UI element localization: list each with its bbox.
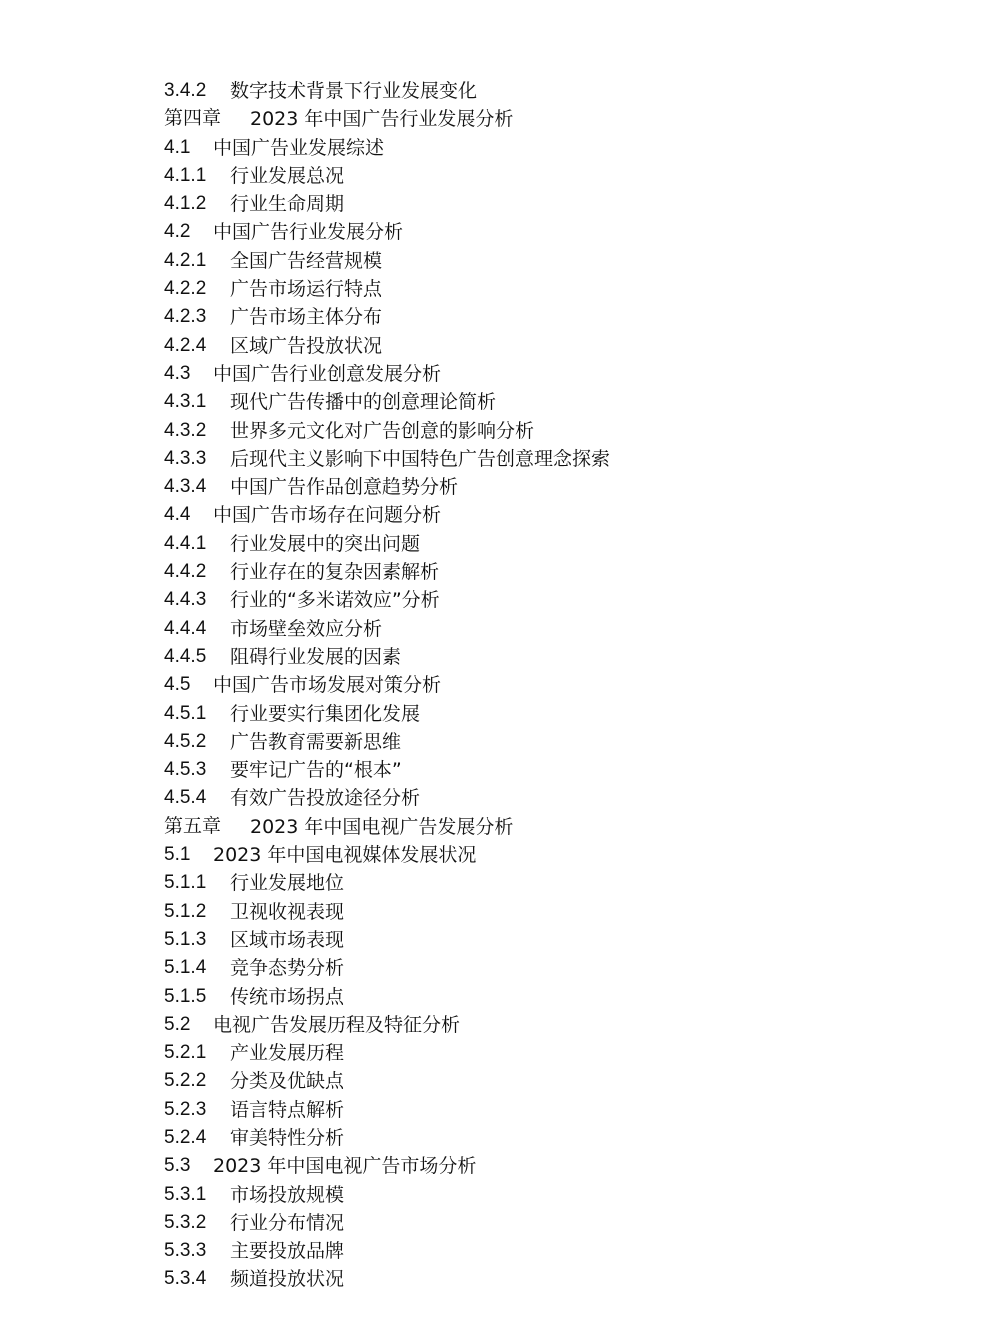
toc-entry bbox=[164, 671, 944, 699]
toc-entry-title: 产业发展历程 bbox=[230, 1042, 345, 1065]
toc-entry bbox=[164, 784, 944, 812]
toc-entry-title: 数字技术背景下行业发展变化 bbox=[230, 80, 478, 102]
toc-entry-title: 中国广告行业创意发展分析 bbox=[213, 362, 442, 385]
toc-entry-number: 5.1.1 bbox=[164, 872, 207, 894]
toc-entry bbox=[164, 586, 944, 614]
toc-entry-number: 4.5 bbox=[164, 674, 191, 696]
toc-entry-title: 行业生命周期 bbox=[230, 193, 345, 216]
toc-entry bbox=[164, 473, 944, 501]
toc-entry-title: 2023 年中国电视广告发展分析 bbox=[250, 815, 514, 838]
toc-entry-title: 市场投放规模 bbox=[230, 1183, 345, 1206]
toc-entry bbox=[164, 869, 944, 897]
toc-entry-title: 行业存在的复杂因素解析 bbox=[230, 561, 440, 584]
toc-entry-title: 区域广告投放状况 bbox=[230, 334, 383, 357]
toc-entry bbox=[164, 388, 944, 416]
toc-entry-number: 4.4.4 bbox=[164, 617, 207, 639]
toc-entry-number: 5.1.5 bbox=[164, 985, 207, 1007]
toc-entry-title: 行业分布情况 bbox=[230, 1211, 345, 1234]
toc-entry bbox=[164, 756, 944, 784]
toc-entry-number: 第五章 bbox=[164, 815, 222, 837]
toc-entry-title: 广告教育需要新思维 bbox=[230, 730, 402, 753]
toc-entry-title: 审美特性分析 bbox=[230, 1126, 345, 1149]
toc-entry-number: 4.4 bbox=[164, 504, 191, 526]
toc-entry bbox=[164, 360, 944, 388]
toc-entry-number: 4.4.3 bbox=[164, 589, 207, 611]
toc-entry-number: 5.1.2 bbox=[164, 900, 207, 922]
toc-entry-title: 频道投放状况 bbox=[230, 1268, 345, 1291]
toc-entry-number: 4.3 bbox=[164, 362, 191, 384]
toc-entry-number: 5.3.3 bbox=[164, 1240, 207, 1262]
toc-chapter-entry bbox=[164, 813, 944, 841]
toc-entry-number: 5.3 bbox=[164, 1155, 191, 1177]
toc-entry-number: 4.1 bbox=[164, 136, 191, 158]
toc-entry bbox=[164, 1152, 944, 1180]
toc-entry-title: 广告市场主体分布 bbox=[230, 306, 383, 329]
toc-entry-number: 5.2.2 bbox=[164, 1070, 207, 1092]
toc-entry-number: 4.2.4 bbox=[164, 334, 207, 356]
toc-entry-title: 现代广告传播中的创意理论简析 bbox=[230, 391, 497, 414]
toc-entry-title: 后现代主义影响下中国特色广告创意理念探索 bbox=[230, 447, 611, 470]
toc-entry-title: 有效广告投放途径分析 bbox=[230, 787, 421, 810]
toc-entry bbox=[164, 1209, 944, 1237]
toc-entry-number: 4.3.3 bbox=[164, 447, 207, 469]
toc-entry-title: 行业要实行集团化发展 bbox=[230, 702, 421, 725]
toc-entry-title: 传统市场拐点 bbox=[230, 985, 345, 1008]
toc-entry-title: 广告市场运行特点 bbox=[230, 278, 383, 301]
toc-entry bbox=[164, 445, 944, 473]
toc-entry-title: 行业发展地位 bbox=[230, 872, 345, 895]
toc-entry-title: 中国广告市场存在问题分析 bbox=[213, 504, 442, 527]
toc-entry-title: 市场壁垒效应分析 bbox=[230, 617, 383, 640]
toc-entry bbox=[164, 1067, 944, 1095]
toc-entry bbox=[164, 530, 944, 558]
toc-entry bbox=[164, 332, 944, 360]
toc-entry bbox=[164, 303, 944, 331]
toc-entry-title: 电视广告发展历程及特征分析 bbox=[213, 1013, 461, 1036]
toc-entry-number: 5.2.3 bbox=[164, 1098, 207, 1120]
toc-entry bbox=[164, 247, 944, 275]
toc-entry-number: 5.1 bbox=[164, 844, 191, 866]
toc-entry bbox=[164, 643, 944, 671]
toc-entry-title: 行业的“多米诺效应”分析 bbox=[230, 589, 440, 612]
toc-entry bbox=[164, 983, 944, 1011]
toc-entry bbox=[164, 162, 944, 190]
toc-entry-number: 5.2.4 bbox=[164, 1126, 207, 1148]
toc-entry-title: 中国广告业发展综述 bbox=[213, 136, 385, 159]
toc-entry-title: 行业发展中的突出问题 bbox=[230, 532, 421, 555]
toc-entry-number: 5.3.4 bbox=[164, 1268, 207, 1290]
toc-entry-title: 2023 年中国广告行业发展分析 bbox=[250, 108, 514, 131]
toc-entry-number: 4.5.2 bbox=[164, 730, 207, 752]
toc-entry-number: 5.1.4 bbox=[164, 957, 207, 979]
toc-entry bbox=[164, 841, 944, 869]
toc-entry-title: 世界多元文化对广告创意的影响分析 bbox=[230, 419, 535, 442]
toc-entry-number: 4.2.1 bbox=[164, 249, 207, 271]
toc-entry bbox=[164, 275, 944, 303]
toc-entry-number: 4.5.4 bbox=[164, 787, 207, 809]
toc-entry bbox=[164, 134, 944, 162]
toc-entry bbox=[164, 1124, 944, 1152]
toc-entry-number: 4.2 bbox=[164, 221, 191, 243]
toc-chapter-entry bbox=[164, 105, 944, 133]
toc-entry-number: 5.3.2 bbox=[164, 1211, 207, 1233]
toc-entry bbox=[164, 1237, 944, 1265]
toc-entry-number: 4.4.5 bbox=[164, 645, 207, 667]
toc-entry-number: 4.3.4 bbox=[164, 476, 207, 498]
toc-entry-number: 4.4.1 bbox=[164, 532, 207, 554]
toc-entry-number: 4.1.2 bbox=[164, 193, 207, 215]
toc-entry-number: 3.4.2 bbox=[164, 80, 207, 101]
toc-entry-number: 4.3.1 bbox=[164, 391, 207, 413]
toc-entry bbox=[164, 501, 944, 529]
toc-entry bbox=[164, 417, 944, 445]
toc-entry bbox=[164, 1011, 944, 1039]
toc-entry-number: 4.2.2 bbox=[164, 278, 207, 300]
toc-entry bbox=[164, 954, 944, 982]
toc-entry bbox=[164, 77, 944, 105]
toc-entry-number: 4.3.2 bbox=[164, 419, 207, 441]
toc-entry bbox=[164, 190, 944, 218]
toc-entry-number: 5.2 bbox=[164, 1013, 191, 1035]
toc-entry-number: 5.1.3 bbox=[164, 928, 207, 950]
toc-entry-title: 中国广告行业发展分析 bbox=[213, 221, 404, 244]
toc-entry bbox=[164, 926, 944, 954]
toc-entry-number: 4.4.2 bbox=[164, 561, 207, 583]
toc-entry-title: 竞争态势分析 bbox=[230, 957, 345, 980]
toc-entry-title: 中国广告作品创意趋势分析 bbox=[230, 476, 459, 499]
toc-entry-number: 4.5.3 bbox=[164, 759, 207, 781]
toc-entry-title: 卫视收视表现 bbox=[230, 900, 345, 923]
toc-entry bbox=[164, 728, 944, 756]
toc-entry bbox=[164, 615, 944, 643]
toc-entry-title: 中国广告市场发展对策分析 bbox=[213, 674, 442, 697]
toc-entry-title: 2023 年中国电视媒体发展状况 bbox=[213, 844, 477, 867]
toc-entry bbox=[164, 558, 944, 586]
toc-entry-title: 全国广告经营规模 bbox=[230, 249, 383, 272]
toc-entry-number: 4.2.3 bbox=[164, 306, 207, 328]
toc-entry-number: 第四章 bbox=[164, 108, 222, 130]
toc-entry bbox=[164, 1181, 944, 1209]
toc-entry-number: 4.5.1 bbox=[164, 702, 207, 724]
toc-entry bbox=[164, 1039, 944, 1067]
toc-entry-number: 5.3.1 bbox=[164, 1183, 207, 1205]
toc-entry-title: 分类及优缺点 bbox=[230, 1070, 345, 1093]
toc-entry-title: 区域市场表现 bbox=[230, 928, 345, 951]
table-of-contents bbox=[164, 77, 944, 1294]
toc-entry-title: 2023 年中国电视广告市场分析 bbox=[213, 1155, 477, 1178]
toc-entry-title: 要牢记广告的“根本” bbox=[230, 759, 402, 782]
toc-entry-title: 主要投放品牌 bbox=[230, 1240, 345, 1263]
toc-entry-title: 行业发展总况 bbox=[230, 164, 345, 187]
toc-entry bbox=[164, 1265, 944, 1293]
toc-entry-title: 语言特点解析 bbox=[230, 1098, 345, 1121]
toc-entry bbox=[164, 700, 944, 728]
toc-entry-title: 阻碍行业发展的因素 bbox=[230, 645, 402, 668]
toc-entry bbox=[164, 1096, 944, 1124]
toc-entry bbox=[164, 898, 944, 926]
toc-entry-number: 4.1.1 bbox=[164, 164, 207, 186]
toc-entry bbox=[164, 218, 944, 246]
toc-entry-number: 5.2.1 bbox=[164, 1042, 207, 1064]
